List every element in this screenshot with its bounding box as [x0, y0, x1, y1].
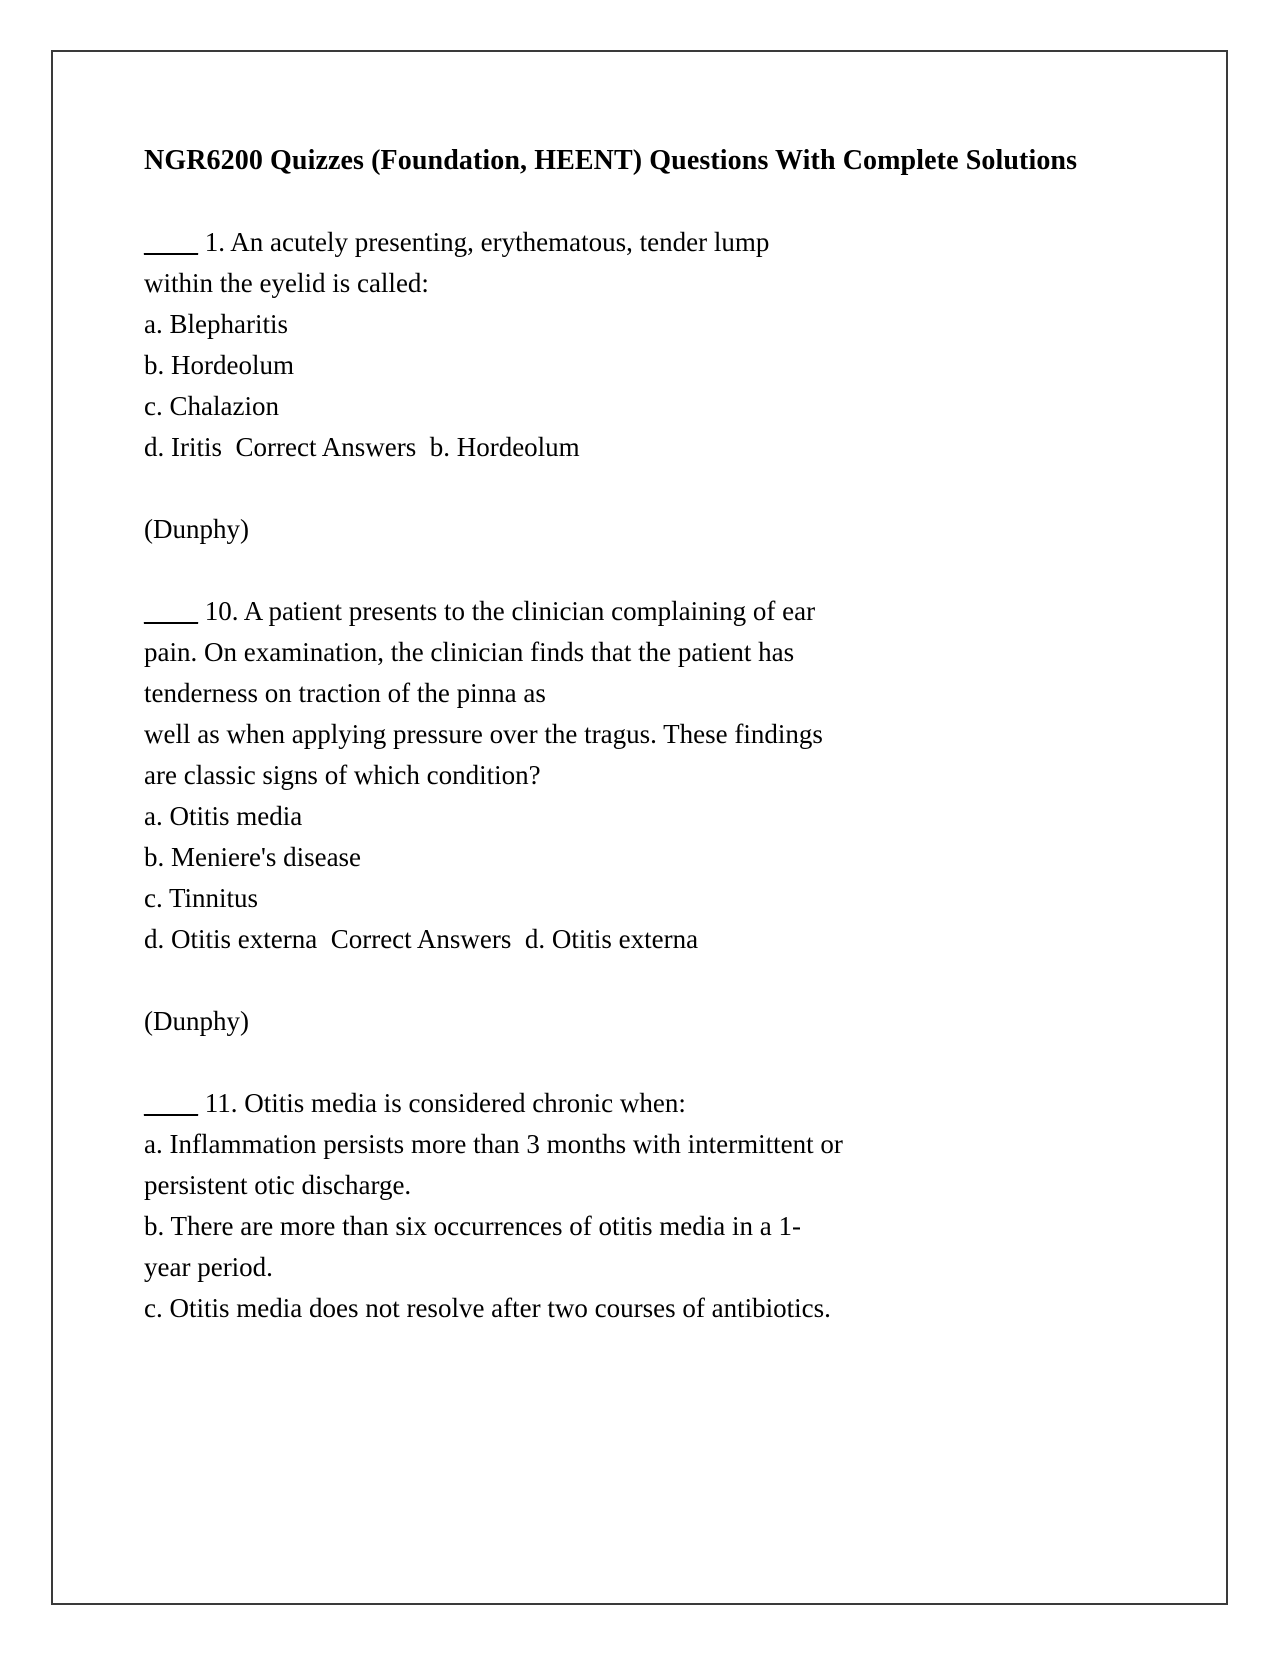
paragraph-spacer	[144, 468, 1094, 509]
text-line: b. Meniere's disease	[144, 842, 362, 872]
answer-blank: ____	[144, 227, 198, 257]
answer-blank: ____	[144, 1088, 198, 1118]
text-line: d. Otitis externa Correct Answers d. Otitis externa	[144, 924, 699, 954]
question-blocks	[144, 222, 1094, 1329]
text-line: a. Otitis media	[144, 801, 303, 831]
question-1	[144, 222, 1094, 468]
text-line: (Dunphy)	[144, 1006, 249, 1036]
text-line: c. Chalazion	[144, 391, 279, 421]
document-content	[144, 140, 1094, 1329]
text-line: a. Inflammation persists more than 3 months with intermittent or	[144, 1129, 843, 1159]
source-2	[144, 1001, 1094, 1042]
paragraph-spacer	[144, 550, 1094, 591]
text-line: tenderness on traction of the pinna as	[144, 678, 546, 708]
title-spacer	[144, 181, 1094, 222]
source-1	[144, 509, 1094, 550]
text-line: c. Tinnitus	[144, 883, 259, 913]
text-line: b. There are more than six occurrences of otitis media in a 1-	[144, 1211, 802, 1241]
text-line: persistent otic discharge.	[144, 1170, 412, 1200]
text-line: d. Iritis Correct Answers b. Hordeolum	[144, 432, 580, 462]
text-line: c. Otitis media does not resolve after two courses of antibiotics.	[144, 1293, 831, 1323]
text-line: year period.	[144, 1252, 273, 1282]
document-page	[51, 50, 1228, 1605]
paragraph-spacer	[144, 1042, 1094, 1083]
question-11	[144, 1083, 1094, 1329]
text-line: ____ 10. A patient presents to the clinician complaining of ear	[144, 596, 816, 626]
text-line: are classic signs of which condition?	[144, 760, 541, 790]
text-line: b. Hordeolum	[144, 350, 294, 380]
question-10	[144, 591, 1094, 960]
page-title: NGR6200 Quizzes (Foundation, HEENT) Questions With Complete Solutions	[144, 145, 1078, 176]
text-line: well as when applying pressure over the tragus. These findings	[144, 719, 823, 749]
paragraph-spacer	[144, 960, 1094, 1001]
text-line: ____ 11. Otitis media is considered chronic when:	[144, 1088, 686, 1118]
text-line: within the eyelid is called:	[144, 268, 429, 298]
answer-blank: ____	[144, 596, 198, 626]
text-line: ____ 1. An acutely presenting, erythematous, tender lump	[144, 227, 770, 257]
text-line: pain. On examination, the clinician finds that the patient has	[144, 637, 795, 667]
text-line: (Dunphy)	[144, 514, 249, 544]
text-line: a. Blepharitis	[144, 309, 288, 339]
